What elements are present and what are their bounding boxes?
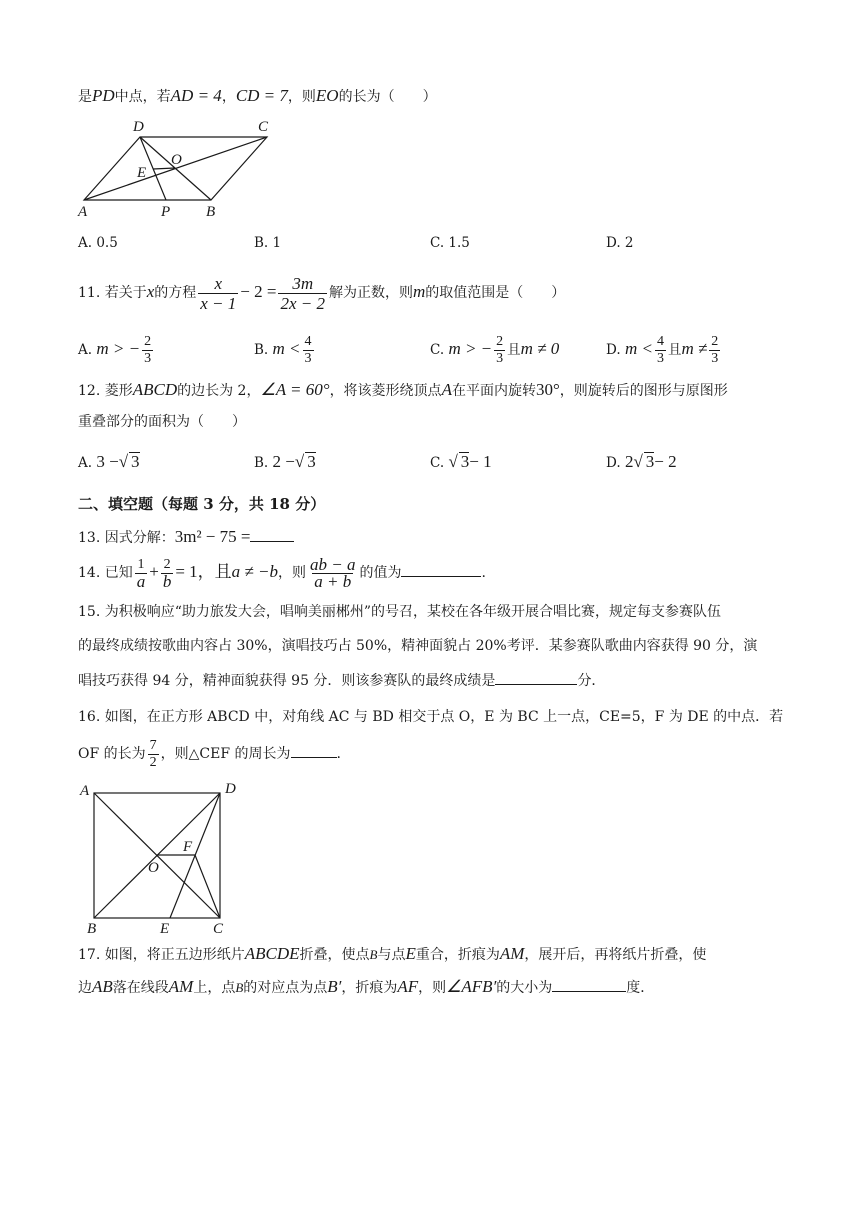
- q17-line-1: 17. 如图，将正五边形纸片ABCDE折叠，使点B与点E重合，折痕为AM，展开后，再将纸片折叠，使: [78, 944, 707, 963]
- label-d: D: [225, 781, 236, 797]
- segment-eo: [153, 168, 175, 169]
- q15-line-2: 的最终成绩按歌曲内容占 30%，演唱技巧占 50%，精神面貌占 20%考评．某参赛队歌曲内容获得 90 分，演: [78, 638, 758, 654]
- q12-line-2: 重叠部分的面积为（ ）: [78, 414, 246, 430]
- label-c: C: [258, 119, 269, 135]
- label-b: B: [206, 204, 216, 220]
- diagonal-bd: [140, 137, 211, 200]
- q10-text: 是PD中点，若AD = 4，CD = 7，则EO的长为（ ）: [78, 86, 437, 105]
- q14-answer-blank[interactable]: [401, 562, 481, 577]
- q15-line-1: 15. 为积极响应“助力旅发大会，唱响美丽郴州”的号召，某校在各年级开展合唱比赛，规定每支参赛队伍: [78, 604, 722, 620]
- q13-text: 13. 因式分解：3m² − 75 =: [78, 527, 294, 548]
- q11-option-d: D. m < $\frac{4}{3}$ 且m ≠ $\frac{2}{3}$: [606, 334, 719, 366]
- q12-option-c: C. √ 3− 1: [430, 452, 492, 471]
- q11-text: 11. 若关于x的方程 $\frac{x}{x - 1}$ − 2 = $\frac{3m}{2x - 2}$ 解为正数，则m的取值范围是（ ）: [78, 273, 566, 313]
- q16-line-2: OF 的长为 $\frac{7}{2}$ ，则△CEF 的周长为 .: [78, 737, 341, 770]
- label-a: A: [80, 783, 90, 799]
- q10-figure-parallelogram: [74, 114, 284, 222]
- q12-option-b: B. 2 −√ 3: [254, 452, 316, 471]
- q15-line-3: 唱技巧获得 94 分，精神面貌获得 95 分．则该参赛队的最终成绩是 分．: [78, 670, 605, 691]
- label-e: E: [137, 165, 147, 181]
- q12-line-1: 12. 菱形ABCD的边长为 2，∠A = 60°，将该菱形绕顶点A在平面内旋转30°，则旋转后的图形与原图形: [78, 380, 728, 399]
- label-c: C: [213, 921, 224, 936]
- section-2-heading: 二、填空题（每题 3 分，共 18 分）: [78, 495, 326, 513]
- q17-line-2: 边AB落在线段AM上，点B的对应点为点B′，折痕为AF，则∠AFB′的大小为 度．: [78, 977, 655, 996]
- label-o: O: [148, 860, 159, 876]
- q11-option-c: C. m > − $\frac{2}{3}$ 且m ≠ 0: [430, 334, 560, 366]
- q14-text: 14. 已知 $\frac{1}{a}$ + $\frac{2}{b}$ = 1，且a ≠ −b，则 $\frac{ab - a}{a + b}$ 的值为 .: [78, 554, 486, 591]
- q16-figure-square: [74, 776, 244, 936]
- q11-frac-1: $\frac{x}{x - 1}$: [200, 273, 237, 313]
- label-a: A: [78, 204, 88, 220]
- label-e: E: [160, 921, 170, 936]
- label-o: O: [171, 152, 182, 168]
- q11-option-b: B. m < $\frac{4}{3}$: [254, 334, 312, 366]
- q17-answer-blank[interactable]: [552, 977, 626, 992]
- q13-answer-blank[interactable]: [250, 527, 294, 542]
- q15-answer-blank[interactable]: [495, 670, 577, 685]
- q11-option-a: A. m > − $\frac{2}{3}$: [78, 334, 152, 366]
- q12-option-a: A. 3 −√ 3: [78, 452, 140, 471]
- q10-option-a: A. 0.5: [78, 235, 118, 251]
- q10-option-b: B. 1: [254, 235, 282, 251]
- label-p: P: [161, 204, 171, 220]
- label-b: B: [87, 921, 97, 936]
- label-d: D: [133, 119, 144, 135]
- q10-option-d: D. 2: [606, 235, 634, 251]
- q11-frac-2: $\frac{3m}{2x - 2}$: [280, 273, 326, 313]
- q12-option-d: D. 2√ 3− 2: [606, 452, 677, 471]
- q16-line-1: 16. 如图，在正方形 ABCD 中，对角线 AC 与 BD 相交于点 O，E 为 BC 上一点，CE=5，F 为 DE 的中点．若: [78, 709, 784, 725]
- label-f: F: [183, 839, 193, 855]
- segment-fc: [195, 855, 220, 918]
- q16-answer-blank[interactable]: [291, 743, 337, 758]
- q10-option-c: C. 1.5: [430, 235, 470, 251]
